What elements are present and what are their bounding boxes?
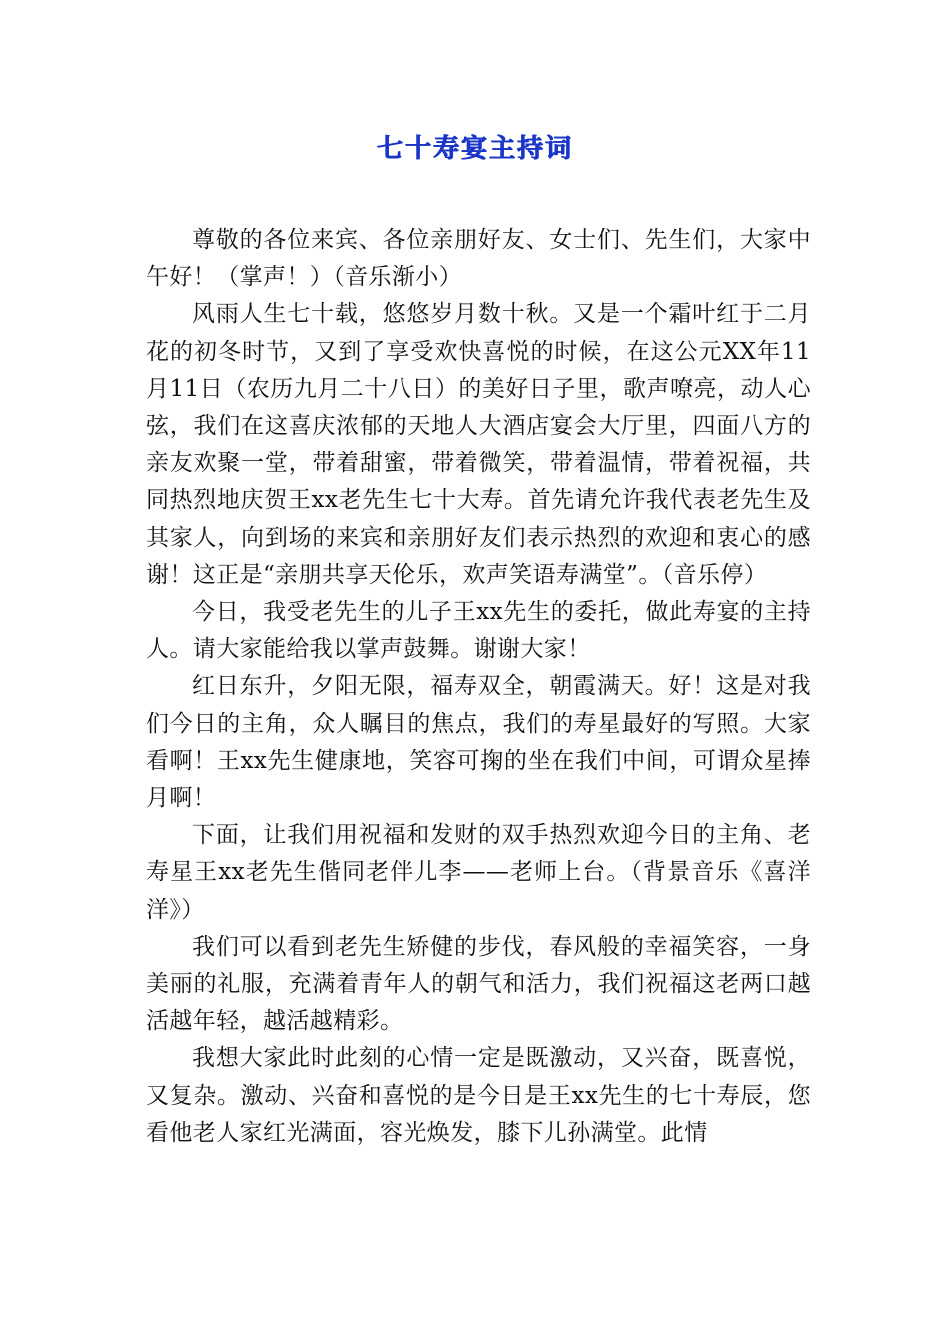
paragraph-4: 红日东升，夕阳无限，福寿双全，朝霞满天。好！这是对我们今日的主角，众人瞩目的焦点，我们的寿星最好的写照。大家看啊！王xx先生健康地，笑容可掬的坐在我们中间，可谓众星捧月啊！ xyxy=(146,673,811,812)
paragraph-5: 下面，让我们用祝福和发财的双手热烈欢迎今日的主角、老寿星王xx老先生偕同老伴儿李——老师上台。（背景音乐《喜洋洋》） xyxy=(146,822,811,923)
document-body xyxy=(146,222,811,1152)
paragraph-1: 尊敬的各位来宾、各位亲朋好友、女士们、先生们，大家中午好！（掌声！）（音乐渐小） xyxy=(146,227,811,291)
paragraph-7: 我想大家此时此刻的心情一定是既激动，又兴奋，既喜悦，又复杂。激动、兴奋和喜悦的是今日是王xx先生的七十寿辰，您看他老人家红光满面，容光焕发，膝下儿孙满堂。此情 xyxy=(146,1045,811,1146)
paragraph-2: 风雨人生七十载，悠悠岁月数十秋。又是一个霜叶红于二月花的初冬时节，又到了享受欢快喜悦的时候，在这公元XX年11月11日（农历九月二十八日）的美好日子里，歌声嘹亮，动人心弦，我们在这喜庆浓郁的天地人大酒店宴会大厅里，四面八方的亲友欢聚一堂，带着甜蜜，带着微笑，带着温情，带着祝福，共同热烈地庆贺王xx老先生七十大寿。首先请允许我代表老先生及其家人，向到场的来宾和亲朋好友们表示热烈的欢迎和衷心的感谢！这正是“亲朋共享天伦乐，欢声笑语寿满堂”。（音乐停） xyxy=(146,301,811,588)
document-title: 七十寿宴主持词 xyxy=(376,134,573,164)
paragraph-6: 我们可以看到老先生矫健的步伐，春风般的幸福笑容，一身美丽的礼服，充满着青年人的朝气和活力，我们祝福这老两口越活越年轻，越活越精彩。 xyxy=(146,933,811,1035)
paragraph-3: 今日，我受老先生的儿子王xx先生的委托，做此寿宴的主持人。请大家能给我以掌声鼓舞。谢谢大家！ xyxy=(146,599,811,663)
